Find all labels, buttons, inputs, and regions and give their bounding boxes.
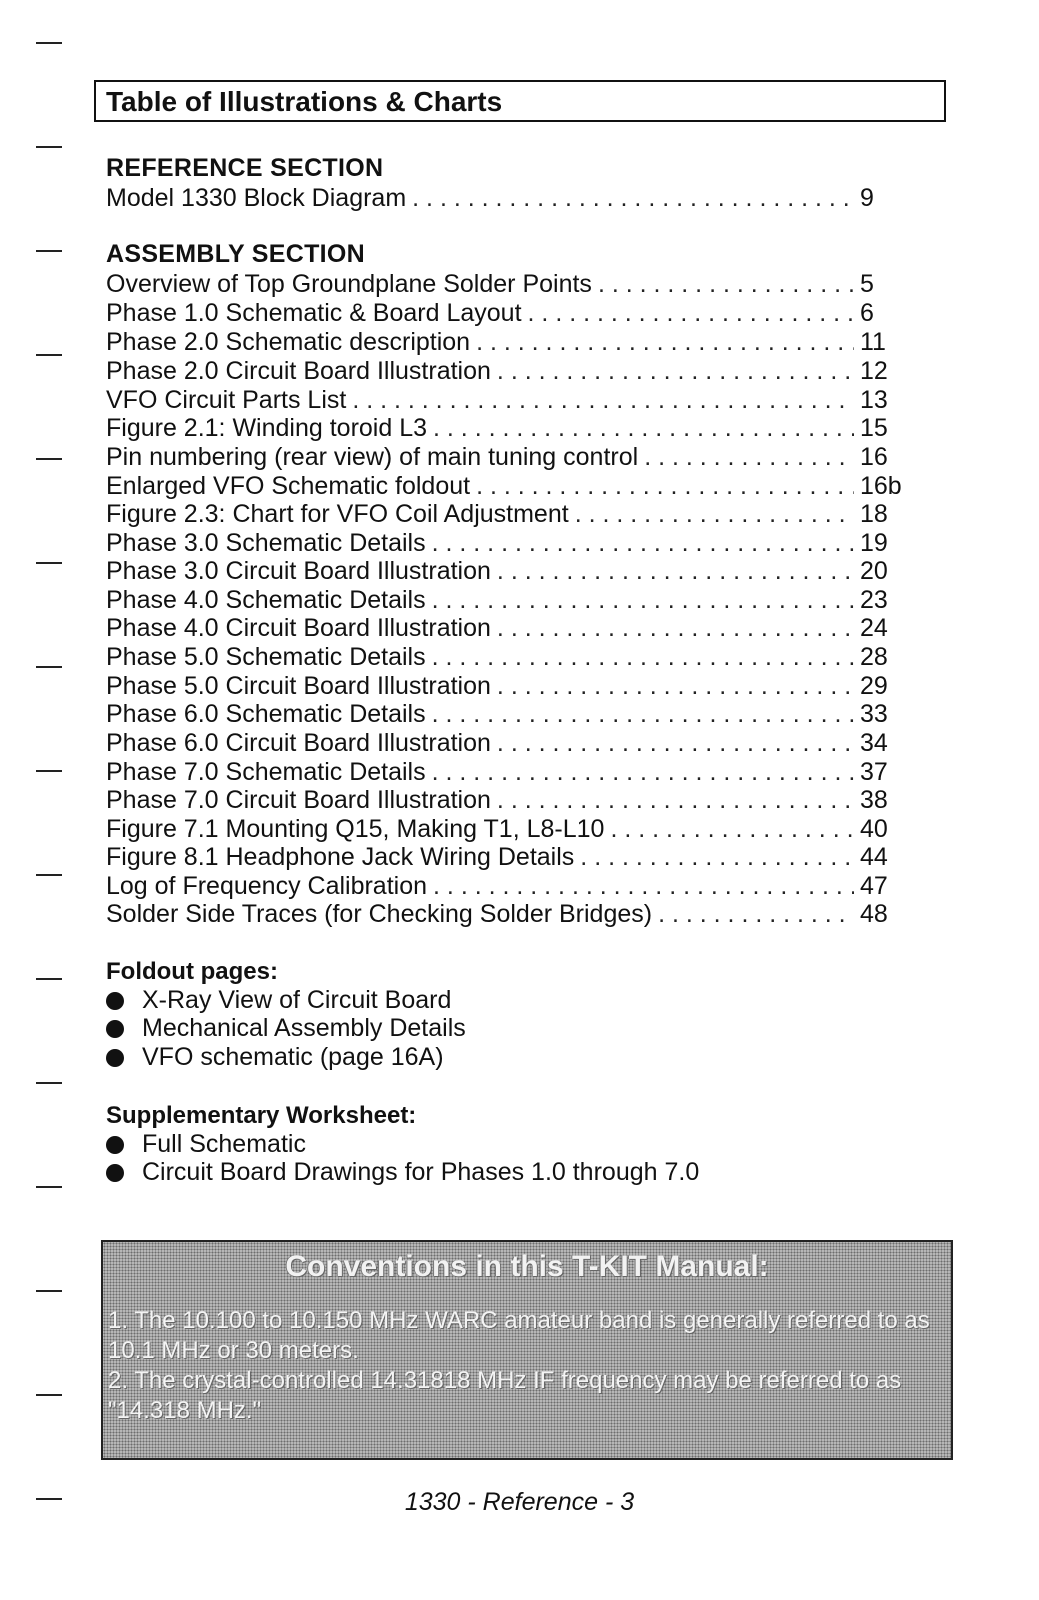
- toc-entry-page: 16b: [860, 472, 902, 500]
- toc-entry-page: 48: [860, 900, 888, 928]
- list-item-text: Mechanical Assembly Details: [142, 1014, 466, 1042]
- toc-entry: [106, 614, 914, 643]
- list-item-text: Circuit Board Drawings for Phases 1.0 through 7.0: [142, 1158, 700, 1186]
- toc-entry: [106, 299, 914, 328]
- toc-entry: [106, 328, 914, 357]
- toc-entry-page: 37: [860, 758, 888, 786]
- toc-entry-page: 19: [860, 529, 888, 557]
- toc-entry-page: 44: [860, 843, 888, 871]
- toc-entry-label: Phase 7.0 Circuit Board Illustration: [106, 786, 491, 814]
- margin-tick: [36, 354, 62, 356]
- toc-entry: [106, 872, 914, 901]
- margin-tick: [36, 666, 62, 668]
- toc-leader-dots: [432, 586, 854, 615]
- toc-entry-label: Phase 4.0 Circuit Board Illustration: [106, 614, 491, 642]
- toc-entry: [106, 700, 914, 729]
- margin-tick: [36, 42, 62, 44]
- toc-leader-dots: [528, 299, 854, 328]
- conventions-body: [108, 1306, 938, 1426]
- toc-entry: [106, 443, 914, 472]
- toc-entry-page: 18: [860, 500, 888, 528]
- toc-entry-label: VFO Circuit Parts List: [106, 386, 347, 414]
- toc-entry-label: Figure 2.1: Winding toroid L3: [106, 414, 428, 442]
- page-footer: 1330 - Reference - 3: [404, 1488, 635, 1516]
- toc-entry: [106, 529, 914, 558]
- toc-leader-dots: [598, 270, 854, 299]
- toc-entry-page: 15: [860, 414, 888, 442]
- page-title: Table of Illustrations & Charts: [106, 86, 503, 117]
- page-title-box: [94, 80, 946, 122]
- bullet-icon: [106, 1020, 124, 1038]
- toc-entry-label: Phase 5.0 Schematic Details: [106, 643, 426, 671]
- toc-entry-label: Phase 6.0 Schematic Details: [106, 700, 426, 728]
- toc-entry-page: 38: [860, 786, 888, 814]
- toc-entry-label: Phase 3.0 Schematic Details: [106, 529, 426, 557]
- toc-entry-label: Phase 2.0 Circuit Board Illustration: [106, 357, 491, 385]
- toc-entry-label: Phase 6.0 Circuit Board Illustration: [106, 729, 491, 757]
- toc-leader-dots: [575, 500, 854, 529]
- margin-tick: [36, 874, 62, 876]
- toc-entry-label: Figure 8.1 Headphone Jack Wiring Details: [106, 843, 575, 871]
- toc-entry-label: Pin numbering (rear view) of main tuning control: [106, 443, 639, 471]
- toc-leader-dots: [497, 357, 854, 386]
- toc-entry-page: 5: [860, 270, 874, 298]
- toc-entry-page: 13: [860, 386, 888, 414]
- bullet-icon: [106, 992, 124, 1010]
- toc-entry-page: 24: [860, 614, 888, 642]
- toc-entry-label: Model 1330 Block Diagram: [106, 184, 407, 212]
- toc-entry-label: Figure 7.1 Mounting Q15, Making T1, L8-L10: [106, 815, 605, 843]
- toc-entry: [106, 786, 914, 815]
- toc-entry: [106, 729, 914, 758]
- toc-entry: [106, 270, 914, 299]
- bullet-icon: [106, 1136, 124, 1154]
- margin-tick: [36, 1082, 62, 1084]
- toc-entry-page: 12: [860, 357, 888, 385]
- toc-leader-dots: [497, 557, 854, 586]
- list-item-text: X-Ray View of Circuit Board: [142, 986, 452, 1014]
- assembly-section-heading: ASSEMBLY SECTION: [106, 240, 366, 268]
- toc-entry-page: 23: [860, 586, 888, 614]
- margin-tick: [36, 978, 62, 980]
- toc-leader-dots: [658, 900, 854, 929]
- toc-leader-dots: [412, 184, 854, 213]
- list-item: [106, 1043, 444, 1072]
- toc-leader-dots: [433, 414, 854, 443]
- toc-entry-label: Phase 5.0 Circuit Board Illustration: [106, 672, 491, 700]
- toc-entry-page: 16: [860, 443, 888, 471]
- foldout-heading: Foldout pages:: [106, 958, 278, 985]
- toc-entry: [106, 414, 914, 443]
- margin-tick: [36, 770, 62, 772]
- toc-entry-label: Phase 1.0 Schematic & Board Layout: [106, 299, 522, 327]
- toc-leader-dots: [476, 472, 854, 501]
- toc-entry: [106, 758, 914, 787]
- margin-tick: [36, 458, 62, 460]
- toc-entry-page: 9: [860, 184, 874, 212]
- toc-entry-label: Enlarged VFO Schematic foldout: [106, 472, 471, 500]
- list-item: [106, 986, 451, 1015]
- toc-entry-page: 11: [860, 328, 886, 356]
- supplementary-heading: Supplementary Worksheet:: [106, 1102, 417, 1129]
- toc-entry-page: 6: [860, 299, 874, 327]
- toc-entry: [106, 586, 914, 615]
- toc-leader-dots: [432, 758, 854, 787]
- toc-leader-dots: [580, 843, 854, 872]
- toc-entry: [106, 357, 914, 386]
- toc-leader-dots: [432, 529, 854, 558]
- toc-entry-label: Log of Frequency Calibration: [106, 872, 428, 900]
- toc-entry-page: 29: [860, 672, 888, 700]
- margin-tick: [36, 1186, 62, 1188]
- toc-entry-label: Phase 2.0 Schematic description: [106, 328, 471, 356]
- list-item-text: VFO schematic (page 16A): [142, 1043, 444, 1071]
- toc-entry-page: 47: [860, 872, 888, 900]
- toc-entry-label: Figure 2.3: Chart for VFO Coil Adjustment: [106, 500, 569, 528]
- list-item: [106, 1014, 466, 1043]
- toc-entry: [106, 184, 914, 213]
- toc-leader-dots: [476, 328, 854, 357]
- reference-section-heading: REFERENCE SECTION: [106, 154, 384, 182]
- toc-entry: [106, 557, 914, 586]
- margin-tick: [36, 1394, 62, 1396]
- toc-entry-page: 40: [860, 815, 888, 843]
- list-item-text: Full Schematic: [142, 1130, 306, 1158]
- conventions-title: Conventions in this T-KIT Manual:: [285, 1250, 769, 1283]
- list-item: [106, 1130, 306, 1159]
- toc-leader-dots: [352, 386, 854, 415]
- convention-item: 1. The 10.100 to 10.150 MHz WARC amateur band is generally referred to as 10.1 MHz or 30 meters.: [108, 1307, 930, 1364]
- toc-entry-label: Phase 3.0 Circuit Board Illustration: [106, 557, 491, 585]
- toc-entry-label: Overview of Top Groundplane Solder Points: [106, 270, 592, 298]
- toc-leader-dots: [497, 672, 854, 701]
- toc-leader-dots: [497, 614, 854, 643]
- margin-tick: [36, 146, 62, 148]
- convention-item: 2. The crystal-controlled 14.31818 MHz IF frequency may be referred to as "14.318 MHz.": [108, 1367, 902, 1424]
- toc-entry-label: Phase 7.0 Schematic Details: [106, 758, 426, 786]
- bullet-icon: [106, 1164, 124, 1182]
- toc-leader-dots: [432, 643, 854, 672]
- toc-entry-page: 20: [860, 557, 888, 585]
- conventions-box: [101, 1240, 953, 1460]
- toc-entry: [106, 815, 914, 844]
- toc-leader-dots: [497, 786, 854, 815]
- toc-entry: [106, 900, 914, 929]
- margin-tick: [36, 250, 62, 252]
- toc-leader-dots: [433, 872, 854, 901]
- toc-leader-dots: [432, 700, 854, 729]
- toc-entry-label: Solder Side Traces (for Checking Solder Bridges): [106, 900, 653, 928]
- margin-tick: [36, 1290, 62, 1292]
- toc-entry: [106, 643, 914, 672]
- toc-entry-page: 34: [860, 729, 888, 757]
- margin-tick: [36, 562, 62, 564]
- toc-leader-dots: [610, 815, 854, 844]
- toc-entry-label: Phase 4.0 Schematic Details: [106, 586, 426, 614]
- toc-entry: [106, 500, 914, 529]
- toc-entry: [106, 672, 914, 701]
- toc-leader-dots: [644, 443, 854, 472]
- toc-entry: [106, 472, 914, 501]
- bullet-icon: [106, 1049, 124, 1067]
- toc-entry: [106, 843, 914, 872]
- toc-leader-dots: [497, 729, 854, 758]
- list-item: [106, 1158, 699, 1187]
- margin-ticks: [36, 0, 66, 1600]
- toc-entry-page: 28: [860, 643, 888, 671]
- toc-entry: [106, 386, 914, 415]
- toc-entry-page: 33: [860, 700, 888, 728]
